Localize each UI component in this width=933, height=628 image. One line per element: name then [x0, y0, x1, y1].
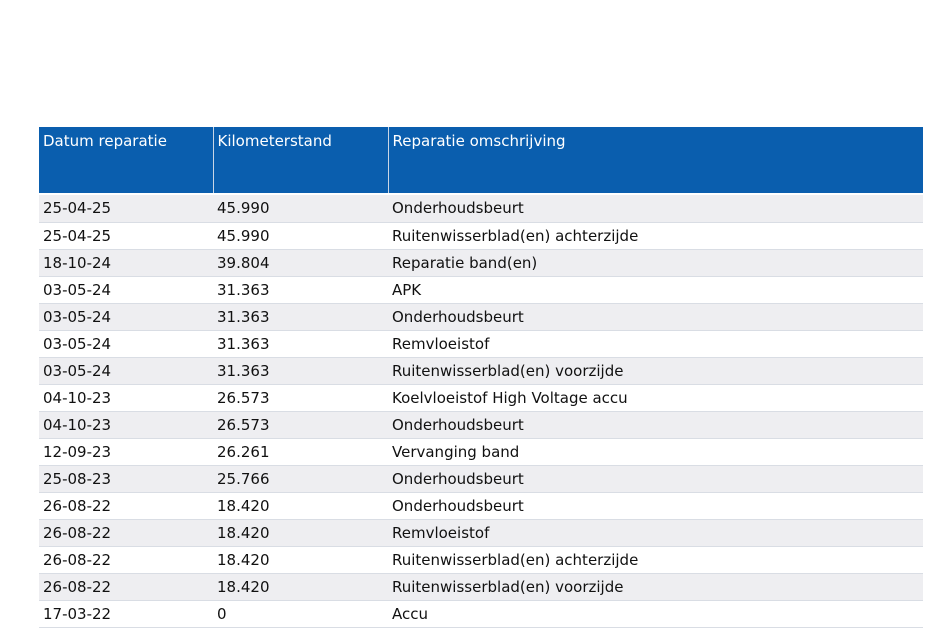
cell-mileage: 18.420 [213, 546, 388, 573]
cell-description: Ruitenwisserblad(en) voorzijde [388, 573, 923, 600]
cell-mileage: 45.990 [213, 222, 388, 249]
cell-description: Onderhoudsbeurt [388, 465, 923, 492]
cell-description: Remvloeistof [388, 519, 923, 546]
table-row [39, 249, 923, 276]
cell-description: APK [388, 276, 923, 303]
table-row [39, 465, 923, 492]
cell-description: Remvloeistof [388, 330, 923, 357]
cell-date: 12-09-23 [39, 438, 213, 465]
cell-mileage: 39.804 [213, 249, 388, 276]
cell-date: 17-03-22 [39, 600, 213, 627]
cell-mileage: 18.420 [213, 519, 388, 546]
cell-description: Ruitenwisserblad(en) achterzijde [388, 546, 923, 573]
cell-mileage: 31.363 [213, 357, 388, 384]
cell-date: 26-08-22 [39, 573, 213, 600]
cell-description: Ruitenwisserblad(en) achterzijde [388, 222, 923, 249]
cell-description: Accu [388, 600, 923, 627]
repair-history-table-container [39, 127, 923, 628]
cell-description: Ruitenwisserblad(en) voorzijde [388, 357, 923, 384]
header-row [39, 127, 923, 193]
cell-date: 25-04-25 [39, 195, 213, 222]
table-row [39, 384, 923, 411]
table-row [39, 519, 923, 546]
cell-description: Reparatie band(en) [388, 249, 923, 276]
cell-mileage: 18.420 [213, 492, 388, 519]
table-row [39, 330, 923, 357]
repair-history-table [39, 127, 923, 628]
table-row [39, 492, 923, 519]
cell-mileage: 45.990 [213, 195, 388, 222]
cell-date: 25-04-25 [39, 222, 213, 249]
cell-description: Koelvloeistof High Voltage accu [388, 384, 923, 411]
column-header-mileage: Kilometerstand [213, 127, 388, 193]
cell-date: 03-05-24 [39, 276, 213, 303]
cell-date: 25-08-23 [39, 465, 213, 492]
cell-date: 04-10-23 [39, 384, 213, 411]
cell-mileage: 25.766 [213, 465, 388, 492]
table-row [39, 222, 923, 249]
cell-mileage: 31.363 [213, 303, 388, 330]
column-header-description: Reparatie omschrijving [388, 127, 923, 193]
cell-date: 04-10-23 [39, 411, 213, 438]
table-row [39, 276, 923, 303]
table-row [39, 573, 923, 600]
cell-mileage: 26.261 [213, 438, 388, 465]
cell-mileage: 26.573 [213, 411, 388, 438]
cell-mileage: 26.573 [213, 384, 388, 411]
cell-date: 26-08-22 [39, 519, 213, 546]
cell-date: 26-08-22 [39, 546, 213, 573]
table-row [39, 357, 923, 384]
cell-mileage: 18.420 [213, 573, 388, 600]
cell-date: 03-05-24 [39, 357, 213, 384]
cell-description: Onderhoudsbeurt [388, 492, 923, 519]
column-header-date: Datum reparatie [39, 127, 213, 193]
cell-mileage: 0 [213, 600, 388, 627]
cell-mileage: 31.363 [213, 330, 388, 357]
cell-date: 26-08-22 [39, 492, 213, 519]
cell-description: Onderhoudsbeurt [388, 303, 923, 330]
cell-date: 03-05-24 [39, 303, 213, 330]
cell-description: Onderhoudsbeurt [388, 411, 923, 438]
cell-description: Vervanging band [388, 438, 923, 465]
table-row [39, 438, 923, 465]
table-row [39, 600, 923, 627]
table-row [39, 546, 923, 573]
cell-mileage: 31.363 [213, 276, 388, 303]
table-row [39, 411, 923, 438]
table-header [39, 127, 923, 193]
cell-date: 03-05-24 [39, 330, 213, 357]
cell-date: 18-10-24 [39, 249, 213, 276]
cell-description: Onderhoudsbeurt [388, 195, 923, 222]
table-row [39, 303, 923, 330]
table-row [39, 195, 923, 222]
table-body [39, 193, 923, 627]
